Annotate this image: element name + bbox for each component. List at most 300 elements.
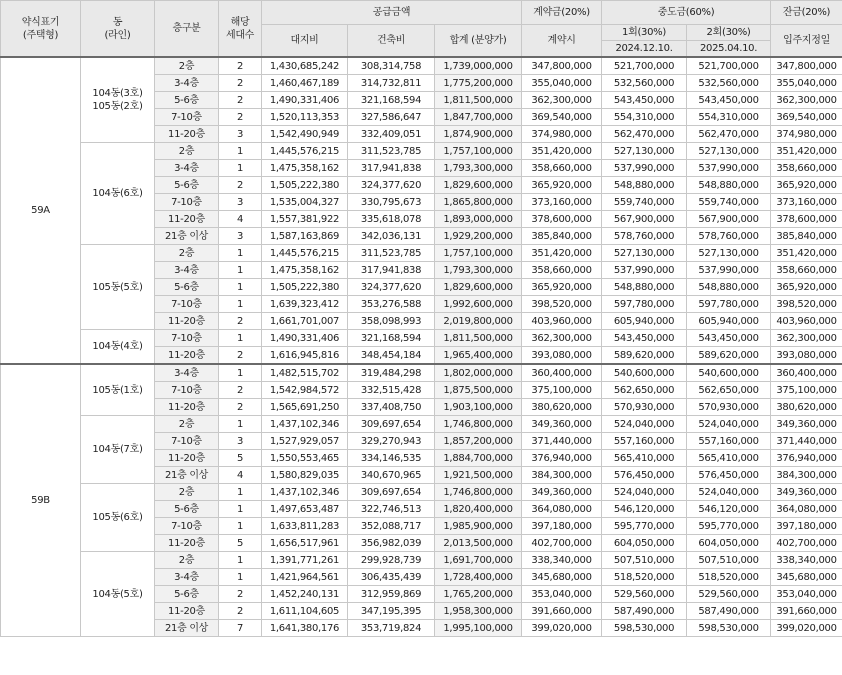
floor-cell: 3-4층 xyxy=(155,160,219,177)
contract-cell: 402,700,000 xyxy=(522,535,602,552)
land-price-cell: 1,661,701,007 xyxy=(262,313,348,330)
contract-cell: 365,920,000 xyxy=(522,177,602,194)
contract-cell: 349,360,000 xyxy=(522,416,602,433)
land-price-cell: 1,430,685,242 xyxy=(262,57,348,75)
balance-cell: 345,680,000 xyxy=(771,569,842,586)
total-price-cell: 1,765,200,000 xyxy=(435,586,522,603)
middle2-cell: 559,740,000 xyxy=(687,194,771,211)
land-price-cell: 1,639,323,412 xyxy=(262,296,348,313)
building-price-cell: 332,409,051 xyxy=(348,126,435,143)
floor-cell: 11-20층 xyxy=(155,399,219,416)
land-price-cell: 1,391,771,261 xyxy=(262,552,348,569)
dong-cell: 104동(4호) xyxy=(81,330,155,365)
building-price-cell: 334,146,535 xyxy=(348,450,435,467)
middle1-cell: 540,600,000 xyxy=(602,364,687,382)
land-price-cell: 1,587,163,869 xyxy=(262,228,348,245)
building-price-cell: 319,484,298 xyxy=(348,364,435,382)
units-cell: 2 xyxy=(219,347,262,365)
floor-cell: 2층 xyxy=(155,552,219,569)
type-cell: 59A xyxy=(1,57,81,364)
units-cell: 3 xyxy=(219,194,262,211)
total-price-cell: 1,793,300,000 xyxy=(435,262,522,279)
balance-cell: 384,300,000 xyxy=(771,467,842,484)
middle1-cell: 524,040,000 xyxy=(602,484,687,501)
total-price-cell: 1,746,800,000 xyxy=(435,416,522,433)
header-contract-sub: 계약시 xyxy=(522,25,602,58)
floor-cell: 2층 xyxy=(155,484,219,501)
balance-cell: 365,920,000 xyxy=(771,279,842,296)
floor-cell: 3-4층 xyxy=(155,364,219,382)
middle1-cell: 562,470,000 xyxy=(602,126,687,143)
units-cell: 3 xyxy=(219,433,262,450)
balance-cell: 399,020,000 xyxy=(771,620,842,637)
land-price-cell: 1,437,102,346 xyxy=(262,484,348,501)
units-cell: 5 xyxy=(219,450,262,467)
table-row xyxy=(1,416,842,433)
contract-cell: 353,040,000 xyxy=(522,586,602,603)
middle1-cell: 543,450,000 xyxy=(602,330,687,347)
total-price-cell: 1,728,400,000 xyxy=(435,569,522,586)
floor-cell: 7-10층 xyxy=(155,518,219,535)
land-price-cell: 1,475,358,162 xyxy=(262,160,348,177)
table-row xyxy=(1,143,842,160)
contract-cell: 373,160,000 xyxy=(522,194,602,211)
units-cell: 2 xyxy=(219,92,262,109)
units-cell: 5 xyxy=(219,535,262,552)
balance-cell: 365,920,000 xyxy=(771,177,842,194)
land-price-cell: 1,497,653,487 xyxy=(262,501,348,518)
balance-cell: 351,420,000 xyxy=(771,143,842,160)
floor-cell: 11-20층 xyxy=(155,126,219,143)
middle1-cell: 597,780,000 xyxy=(602,296,687,313)
units-cell: 1 xyxy=(219,245,262,262)
middle2-cell: 565,410,000 xyxy=(687,450,771,467)
units-cell: 4 xyxy=(219,467,262,484)
building-price-cell: 356,982,039 xyxy=(348,535,435,552)
middle2-cell: 548,880,000 xyxy=(687,279,771,296)
contract-cell: 384,300,000 xyxy=(522,467,602,484)
middle2-cell: 557,160,000 xyxy=(687,433,771,450)
table-body xyxy=(1,57,842,637)
total-price-cell: 1,903,100,000 xyxy=(435,399,522,416)
table-row xyxy=(1,552,842,569)
balance-cell: 364,080,000 xyxy=(771,501,842,518)
units-cell: 3 xyxy=(219,126,262,143)
total-price-cell: 1,811,500,000 xyxy=(435,92,522,109)
middle1-cell: 557,160,000 xyxy=(602,433,687,450)
middle1-cell: 518,520,000 xyxy=(602,569,687,586)
building-price-cell: 324,377,620 xyxy=(348,279,435,296)
total-price-cell: 1,811,500,000 xyxy=(435,330,522,347)
land-price-cell: 1,505,222,380 xyxy=(262,177,348,194)
contract-cell: 369,540,000 xyxy=(522,109,602,126)
header-type: 약식표기 (주택형) xyxy=(1,1,81,58)
middle1-cell: 554,310,000 xyxy=(602,109,687,126)
dong-cell: 104동(5호) xyxy=(81,552,155,637)
building-price-cell: 358,098,993 xyxy=(348,313,435,330)
balance-cell: 391,660,000 xyxy=(771,603,842,620)
floor-cell: 7-10층 xyxy=(155,296,219,313)
contract-cell: 391,660,000 xyxy=(522,603,602,620)
header-total: 합계 (분양가) xyxy=(435,25,522,58)
contract-cell: 371,440,000 xyxy=(522,433,602,450)
floor-cell: 11-20층 xyxy=(155,313,219,330)
middle1-cell: 537,990,000 xyxy=(602,262,687,279)
building-price-cell: 347,195,395 xyxy=(348,603,435,620)
middle2-cell: 540,600,000 xyxy=(687,364,771,382)
floor-cell: 3-4층 xyxy=(155,569,219,586)
land-price-cell: 1,565,691,250 xyxy=(262,399,348,416)
middle2-cell: 546,120,000 xyxy=(687,501,771,518)
middle1-cell: 546,120,000 xyxy=(602,501,687,518)
dong-cell: 105동(5호) xyxy=(81,245,155,330)
middle1-cell: 524,040,000 xyxy=(602,416,687,433)
middle2-cell: 532,560,000 xyxy=(687,75,771,92)
total-price-cell: 1,829,600,000 xyxy=(435,279,522,296)
units-cell: 1 xyxy=(219,416,262,433)
building-price-cell: 321,168,594 xyxy=(348,330,435,347)
floor-cell: 21층 이상 xyxy=(155,467,219,484)
middle1-cell: 587,490,000 xyxy=(602,603,687,620)
balance-cell: 398,520,000 xyxy=(771,296,842,313)
balance-cell: 393,080,000 xyxy=(771,347,842,365)
units-cell: 3 xyxy=(219,228,262,245)
floor-cell: 3-4층 xyxy=(155,75,219,92)
middle2-cell: 587,490,000 xyxy=(687,603,771,620)
floor-cell: 3-4층 xyxy=(155,262,219,279)
contract-cell: 376,940,000 xyxy=(522,450,602,467)
building-price-cell: 332,515,428 xyxy=(348,382,435,399)
units-cell: 7 xyxy=(219,620,262,637)
total-price-cell: 1,746,800,000 xyxy=(435,484,522,501)
total-price-cell: 1,793,300,000 xyxy=(435,160,522,177)
dong-cell: 105동(6호) xyxy=(81,484,155,552)
floor-cell: 5-6층 xyxy=(155,177,219,194)
total-price-cell: 1,921,500,000 xyxy=(435,467,522,484)
units-cell: 2 xyxy=(219,177,262,194)
total-price-cell: 1,857,200,000 xyxy=(435,433,522,450)
middle1-cell: 605,940,000 xyxy=(602,313,687,330)
middle1-cell: 548,880,000 xyxy=(602,279,687,296)
land-price-cell: 1,611,104,605 xyxy=(262,603,348,620)
middle2-cell: 598,530,000 xyxy=(687,620,771,637)
middle1-cell: 543,450,000 xyxy=(602,92,687,109)
building-price-cell: 353,719,824 xyxy=(348,620,435,637)
floor-cell: 11-20층 xyxy=(155,603,219,620)
middle2-cell: 605,940,000 xyxy=(687,313,771,330)
contract-cell: 364,080,000 xyxy=(522,501,602,518)
contract-cell: 358,660,000 xyxy=(522,160,602,177)
balance-cell: 375,100,000 xyxy=(771,382,842,399)
middle1-cell: 537,990,000 xyxy=(602,160,687,177)
total-price-cell: 1,965,400,000 xyxy=(435,347,522,365)
total-price-cell: 1,874,900,000 xyxy=(435,126,522,143)
contract-cell: 375,100,000 xyxy=(522,382,602,399)
middle1-cell: 578,760,000 xyxy=(602,228,687,245)
building-price-cell: 308,314,758 xyxy=(348,57,435,75)
contract-cell: 362,300,000 xyxy=(522,330,602,347)
total-price-cell: 1,757,100,000 xyxy=(435,245,522,262)
contract-cell: 360,400,000 xyxy=(522,364,602,382)
contract-cell: 403,960,000 xyxy=(522,313,602,330)
floor-cell: 2층 xyxy=(155,143,219,160)
contract-cell: 378,600,000 xyxy=(522,211,602,228)
contract-cell: 393,080,000 xyxy=(522,347,602,365)
middle1-cell: 548,880,000 xyxy=(602,177,687,194)
contract-cell: 365,920,000 xyxy=(522,279,602,296)
contract-cell: 398,520,000 xyxy=(522,296,602,313)
middle2-cell: 562,470,000 xyxy=(687,126,771,143)
contract-cell: 362,300,000 xyxy=(522,92,602,109)
table-row xyxy=(1,330,842,347)
header-floor: 층구분 xyxy=(155,1,219,58)
units-cell: 2 xyxy=(219,57,262,75)
land-price-cell: 1,445,576,215 xyxy=(262,245,348,262)
land-price-cell: 1,505,222,380 xyxy=(262,279,348,296)
floor-cell: 7-10층 xyxy=(155,433,219,450)
land-price-cell: 1,656,517,961 xyxy=(262,535,348,552)
units-cell: 1 xyxy=(219,552,262,569)
land-price-cell: 1,641,380,176 xyxy=(262,620,348,637)
middle2-cell: 570,930,000 xyxy=(687,399,771,416)
land-price-cell: 1,475,358,162 xyxy=(262,262,348,279)
header-contract: 계약금(20%) xyxy=(522,1,602,25)
middle2-cell: 524,040,000 xyxy=(687,416,771,433)
floor-cell: 5-6층 xyxy=(155,586,219,603)
table-row xyxy=(1,364,842,382)
middle1-cell: 570,930,000 xyxy=(602,399,687,416)
total-price-cell: 1,929,200,000 xyxy=(435,228,522,245)
floor-cell: 11-20층 xyxy=(155,211,219,228)
total-price-cell: 1,995,100,000 xyxy=(435,620,522,637)
middle1-cell: 521,700,000 xyxy=(602,57,687,75)
dong-cell: 104동(3호) 105동(2호) xyxy=(81,57,155,143)
land-price-cell: 1,550,553,465 xyxy=(262,450,348,467)
middle1-cell: 532,560,000 xyxy=(602,75,687,92)
balance-cell: 376,940,000 xyxy=(771,450,842,467)
middle2-cell: 527,130,000 xyxy=(687,245,771,262)
units-cell: 1 xyxy=(219,501,262,518)
middle2-cell: 578,760,000 xyxy=(687,228,771,245)
balance-cell: 358,660,000 xyxy=(771,160,842,177)
units-cell: 2 xyxy=(219,313,262,330)
total-price-cell: 1,884,700,000 xyxy=(435,450,522,467)
middle2-cell: 567,900,000 xyxy=(687,211,771,228)
floor-cell: 7-10층 xyxy=(155,382,219,399)
units-cell: 2 xyxy=(219,382,262,399)
middle1-cell: 589,620,000 xyxy=(602,347,687,365)
balance-cell: 349,360,000 xyxy=(771,484,842,501)
units-cell: 2 xyxy=(219,109,262,126)
units-cell: 1 xyxy=(219,330,262,347)
table-row xyxy=(1,484,842,501)
floor-cell: 21층 이상 xyxy=(155,228,219,245)
building-price-cell: 322,746,513 xyxy=(348,501,435,518)
contract-cell: 399,020,000 xyxy=(522,620,602,637)
middle2-cell: 597,780,000 xyxy=(687,296,771,313)
balance-cell: 397,180,000 xyxy=(771,518,842,535)
middle2-cell: 576,450,000 xyxy=(687,467,771,484)
type-cell: 59B xyxy=(1,364,81,637)
balance-cell: 349,360,000 xyxy=(771,416,842,433)
contract-cell: 358,660,000 xyxy=(522,262,602,279)
middle2-cell: 548,880,000 xyxy=(687,177,771,194)
units-cell: 1 xyxy=(219,364,262,382)
land-price-cell: 1,452,240,131 xyxy=(262,586,348,603)
building-price-cell: 335,618,078 xyxy=(348,211,435,228)
building-price-cell: 309,697,654 xyxy=(348,416,435,433)
land-price-cell: 1,535,004,327 xyxy=(262,194,348,211)
land-price-cell: 1,421,964,561 xyxy=(262,569,348,586)
middle2-cell: 543,450,000 xyxy=(687,330,771,347)
middle1-cell: 598,530,000 xyxy=(602,620,687,637)
floor-cell: 2층 xyxy=(155,245,219,262)
units-cell: 2 xyxy=(219,75,262,92)
header-m1: 1회(30%) xyxy=(602,25,687,41)
units-cell: 1 xyxy=(219,160,262,177)
building-price-cell: 352,088,717 xyxy=(348,518,435,535)
balance-cell: 378,600,000 xyxy=(771,211,842,228)
header-balance-sub: 입주지정일 xyxy=(771,25,842,58)
building-price-cell: 312,959,869 xyxy=(348,586,435,603)
building-price-cell: 342,036,131 xyxy=(348,228,435,245)
middle2-cell: 589,620,000 xyxy=(687,347,771,365)
balance-cell: 402,700,000 xyxy=(771,535,842,552)
contract-cell: 338,340,000 xyxy=(522,552,602,569)
units-cell: 1 xyxy=(219,143,262,160)
balance-cell: 355,040,000 xyxy=(771,75,842,92)
building-price-cell: 337,408,750 xyxy=(348,399,435,416)
land-price-cell: 1,445,576,215 xyxy=(262,143,348,160)
total-price-cell: 1,820,400,000 xyxy=(435,501,522,518)
total-price-cell: 1,875,500,000 xyxy=(435,382,522,399)
contract-cell: 385,840,000 xyxy=(522,228,602,245)
units-cell: 2 xyxy=(219,603,262,620)
units-cell: 2 xyxy=(219,399,262,416)
land-price-cell: 1,527,929,057 xyxy=(262,433,348,450)
header-land: 대지비 xyxy=(262,25,348,58)
building-price-cell: 314,732,811 xyxy=(348,75,435,92)
total-price-cell: 1,829,600,000 xyxy=(435,177,522,194)
total-price-cell: 1,802,000,000 xyxy=(435,364,522,382)
header-m2-date: 2025.04.10. xyxy=(687,41,771,58)
floor-cell: 2층 xyxy=(155,416,219,433)
header-middle: 중도금(60%) xyxy=(602,1,771,25)
floor-cell: 7-10층 xyxy=(155,109,219,126)
balance-cell: 351,420,000 xyxy=(771,245,842,262)
contract-cell: 374,980,000 xyxy=(522,126,602,143)
middle2-cell: 524,040,000 xyxy=(687,484,771,501)
floor-cell: 11-20층 xyxy=(155,347,219,365)
units-cell: 1 xyxy=(219,296,262,313)
middle2-cell: 604,050,000 xyxy=(687,535,771,552)
balance-cell: 360,400,000 xyxy=(771,364,842,382)
floor-cell: 7-10층 xyxy=(155,194,219,211)
balance-cell: 369,540,000 xyxy=(771,109,842,126)
table-row xyxy=(1,57,842,75)
middle2-cell: 518,520,000 xyxy=(687,569,771,586)
middle1-cell: 559,740,000 xyxy=(602,194,687,211)
land-price-cell: 1,616,945,816 xyxy=(262,347,348,365)
contract-cell: 345,680,000 xyxy=(522,569,602,586)
units-cell: 1 xyxy=(219,262,262,279)
middle2-cell: 507,510,000 xyxy=(687,552,771,569)
middle1-cell: 595,770,000 xyxy=(602,518,687,535)
middle1-cell: 565,410,000 xyxy=(602,450,687,467)
balance-cell: 371,440,000 xyxy=(771,433,842,450)
total-price-cell: 2,013,500,000 xyxy=(435,535,522,552)
land-price-cell: 1,520,113,353 xyxy=(262,109,348,126)
contract-cell: 355,040,000 xyxy=(522,75,602,92)
building-price-cell: 340,670,965 xyxy=(348,467,435,484)
land-price-cell: 1,580,829,035 xyxy=(262,467,348,484)
header-dong: 동 (라인) xyxy=(81,1,155,58)
land-price-cell: 1,633,811,283 xyxy=(262,518,348,535)
middle1-cell: 529,560,000 xyxy=(602,586,687,603)
units-cell: 1 xyxy=(219,569,262,586)
balance-cell: 373,160,000 xyxy=(771,194,842,211)
middle1-cell: 562,650,000 xyxy=(602,382,687,399)
middle1-cell: 576,450,000 xyxy=(602,467,687,484)
land-price-cell: 1,542,490,949 xyxy=(262,126,348,143)
total-price-cell: 1,893,000,000 xyxy=(435,211,522,228)
floor-cell: 5-6층 xyxy=(155,279,219,296)
building-price-cell: 317,941,838 xyxy=(348,160,435,177)
header-m2: 2회(30%) xyxy=(687,25,771,41)
building-price-cell: 330,795,673 xyxy=(348,194,435,211)
building-price-cell: 299,928,739 xyxy=(348,552,435,569)
total-price-cell: 1,865,800,000 xyxy=(435,194,522,211)
middle2-cell: 537,990,000 xyxy=(687,262,771,279)
floor-cell: 11-20층 xyxy=(155,450,219,467)
middle2-cell: 521,700,000 xyxy=(687,57,771,75)
land-price-cell: 1,557,381,922 xyxy=(262,211,348,228)
balance-cell: 347,800,000 xyxy=(771,57,842,75)
land-price-cell: 1,437,102,346 xyxy=(262,416,348,433)
land-price-cell: 1,482,515,702 xyxy=(262,364,348,382)
total-price-cell: 2,019,800,000 xyxy=(435,313,522,330)
balance-cell: 362,300,000 xyxy=(771,330,842,347)
dong-cell: 104동(6호) xyxy=(81,143,155,245)
land-price-cell: 1,460,467,189 xyxy=(262,75,348,92)
building-price-cell: 306,435,439 xyxy=(348,569,435,586)
building-price-cell: 311,523,785 xyxy=(348,143,435,160)
units-cell: 4 xyxy=(219,211,262,228)
middle1-cell: 527,130,000 xyxy=(602,143,687,160)
middle2-cell: 595,770,000 xyxy=(687,518,771,535)
contract-cell: 349,360,000 xyxy=(522,484,602,501)
middle2-cell: 537,990,000 xyxy=(687,160,771,177)
units-cell: 1 xyxy=(219,518,262,535)
total-price-cell: 1,775,200,000 xyxy=(435,75,522,92)
balance-cell: 385,840,000 xyxy=(771,228,842,245)
total-price-cell: 1,847,700,000 xyxy=(435,109,522,126)
middle2-cell: 562,650,000 xyxy=(687,382,771,399)
building-price-cell: 317,941,838 xyxy=(348,262,435,279)
total-price-cell: 1,992,600,000 xyxy=(435,296,522,313)
header-units: 해당 세대수 xyxy=(219,1,262,58)
building-price-cell: 353,276,588 xyxy=(348,296,435,313)
total-price-cell: 1,757,100,000 xyxy=(435,143,522,160)
building-price-cell: 329,270,943 xyxy=(348,433,435,450)
middle2-cell: 529,560,000 xyxy=(687,586,771,603)
building-price-cell: 321,168,594 xyxy=(348,92,435,109)
contract-cell: 397,180,000 xyxy=(522,518,602,535)
middle1-cell: 527,130,000 xyxy=(602,245,687,262)
floor-cell: 2층 xyxy=(155,57,219,75)
units-cell: 2 xyxy=(219,586,262,603)
middle1-cell: 507,510,000 xyxy=(602,552,687,569)
